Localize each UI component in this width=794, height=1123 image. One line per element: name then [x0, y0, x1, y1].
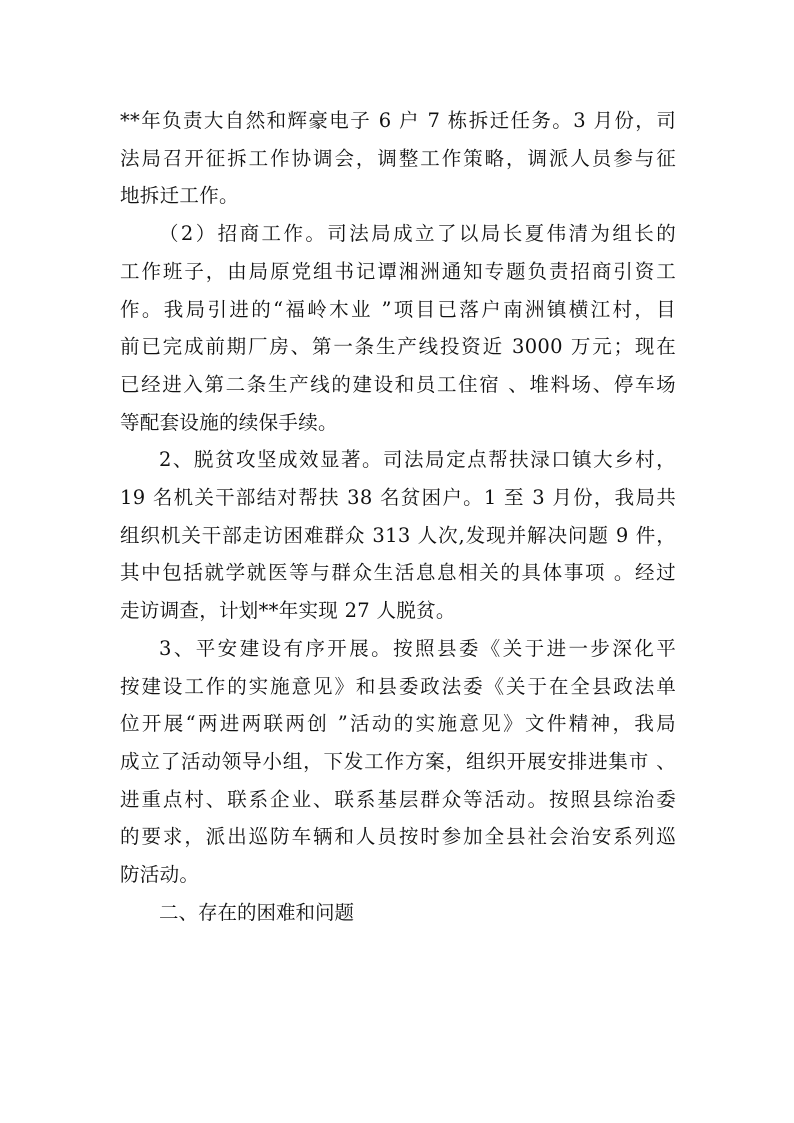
text-line: 的要求，派出巡防车辆和人员按时参加全县社会治安系列巡 [120, 825, 676, 849]
text-line: 19 名机关干部结对帮扶 38 名贫困户。1 至 3 月份，我局共 [120, 486, 676, 510]
document-body [120, 102, 676, 931]
paragraph-poverty [120, 441, 676, 630]
text-line: 走访调查，计划**年实现 27 人脱贫。 [120, 599, 456, 623]
text-line: 其中包括就学就医等与群众生活息息相关的具体事项 。经过 [120, 561, 676, 585]
text-line: 已经进入第二条生产线的建设和员工住宿 、堆料场、停车场 [120, 372, 676, 396]
text-line: 防活动。 [120, 863, 200, 887]
text-line: 2、脱贫攻坚成效显著。司法局定点帮扶渌口镇大乡村， [159, 448, 676, 472]
text-line: （2）招商工作。司法局成立了以局长夏伟清为组长的 [159, 222, 676, 246]
text-line: 组织机关干部走访困难群众 313 人次,发现并解决问题 9 件， [120, 523, 676, 547]
text-line: 作。我局引进的“福岭木业 ”项目已落户南洲镇横江村，目 [120, 297, 676, 321]
section-heading: 二、存在的困难和问题 [159, 900, 355, 924]
text-line: 地拆迁工作。 [120, 184, 239, 208]
paragraph-demolition [120, 102, 676, 215]
text-line: 进重点村、联系企业、联系基层群众等活动。按照县综治委 [120, 787, 676, 811]
text-line: 工作班子，由局原党组书记谭湘洲通知专题负责招商引资工 [120, 259, 676, 283]
text-line: 等配套设施的续保手续。 [120, 410, 338, 434]
text-line: 3、平安建设有序开展。按照县委《关于进一步深化平 [159, 636, 676, 660]
text-line: 成立了活动领导小组，下发工作方案，组织开展安排进集市 、 [120, 749, 676, 773]
text-line: 前已完成前期厂房、第一条生产线投资近 3000 万元；现在 [120, 335, 676, 359]
paragraph-investment [120, 215, 676, 441]
text-line: 位开展“两进两联两创 ”活动的实施意见》文件精神，我局 [120, 712, 676, 736]
text-line: 按建设工作的实施意见》和县委政法委《关于在全县政法单 [120, 674, 676, 698]
paragraph-safety [120, 630, 676, 894]
text-line: 法局召开征拆工作协调会，调整工作策略，调派人员参与征 [120, 146, 676, 170]
text-line: **年负责大自然和辉豪电子 6 户 7 栋拆迁任务。3 月份，司 [120, 109, 676, 132]
